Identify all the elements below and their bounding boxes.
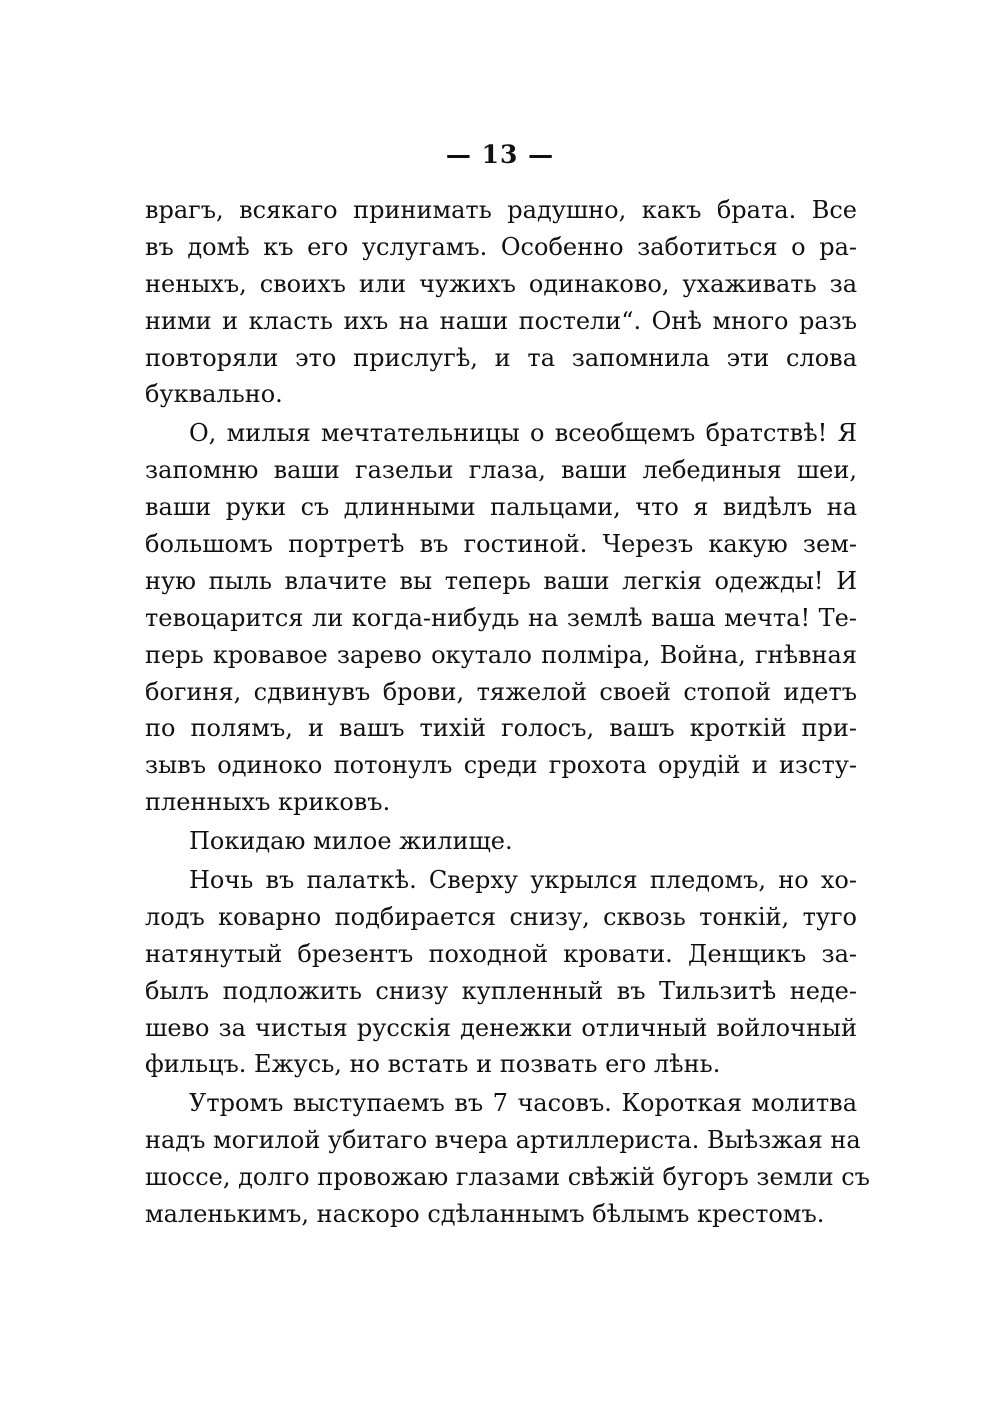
paragraph-start-line: О, милыя мечтательницы о всеобщемъ братствѣ! Я: [189, 419, 857, 448]
text-line: пленныхъ криковъ.: [145, 788, 391, 817]
text-line: ную пыль влачите вы теперь ваши легкія одежды! И: [145, 566, 857, 595]
page-number: — 13 —: [445, 140, 555, 169]
body-text: [145, 192, 870, 1233]
text-line: былъ подложить снизу купленный въ Тильзитѣ неде-: [145, 976, 857, 1005]
text-line: большомъ портретѣ въ гостиной. Черезъ какую зем-: [145, 530, 857, 559]
text-line: шево за чистыя русскія денежки отличный войлочный: [145, 1013, 857, 1042]
text-line: буквально.: [145, 380, 283, 409]
text-line: надъ могилой убитаго вчера артиллериста. Выѣзжая на: [145, 1126, 861, 1155]
text-line: фильцъ. Ежусь, но встать и позвать его лѣнь.: [145, 1050, 721, 1079]
paragraph-start-line: Ночь въ палаткѣ. Сверху укрылся пледомъ, но хо-: [189, 866, 857, 895]
text-line: натянутый брезентъ походной кровати. Денщикъ за-: [145, 939, 857, 968]
text-line: въ домѣ къ его услугамъ. Особенно заботиться о ра-: [145, 232, 857, 261]
text-line: ваши руки съ длинными пальцами, что я видѣлъ на: [145, 493, 857, 522]
text-line: богиня, сдвинувъ брови, тяжелой своей стопой идетъ: [145, 677, 857, 706]
text-line: тевоцарится ли когда-нибудь на землѣ ваша мечта! Те-: [145, 603, 857, 632]
text-line: врагъ, всякаго принимать радушно, какъ брата. Все: [145, 196, 857, 224]
text-line: шоссе, долго провожаю глазами свѣжій бугоръ земли съ: [145, 1163, 870, 1192]
text-line: запомню ваши газельи глаза, ваши лебединыя шеи,: [145, 456, 857, 485]
text-line: по полямъ, и вашъ тихій голосъ, вашъ кроткій при-: [145, 714, 857, 743]
text-line: маленькимъ, наскоро сдѣланнымъ бѣлымъ крестомъ.: [145, 1200, 825, 1229]
text-line: зывъ одиноко потонулъ среди грохота орудій и изсту-: [145, 751, 857, 780]
text-line: перь кровавое зарево окутало полміра, Война, гнѣвная: [145, 640, 857, 669]
text-line: повторяли это прислугѣ, и та запомнила эти слова: [145, 343, 857, 372]
text-line: неныхъ, своихъ или чужихъ одинаково, ухаживать за: [145, 269, 857, 298]
text-line: лодъ коварно подбирается снизу, сквозь тонкій, туго: [145, 902, 857, 931]
paragraph-start-line: Покидаю милое жилище.: [189, 827, 513, 856]
paragraph-start-line: Утромъ выступаемъ въ 7 часовъ. Короткая молитва: [189, 1089, 857, 1118]
text-line: ними и класть ихъ на наши постели“. Онѣ много разъ: [145, 306, 857, 335]
